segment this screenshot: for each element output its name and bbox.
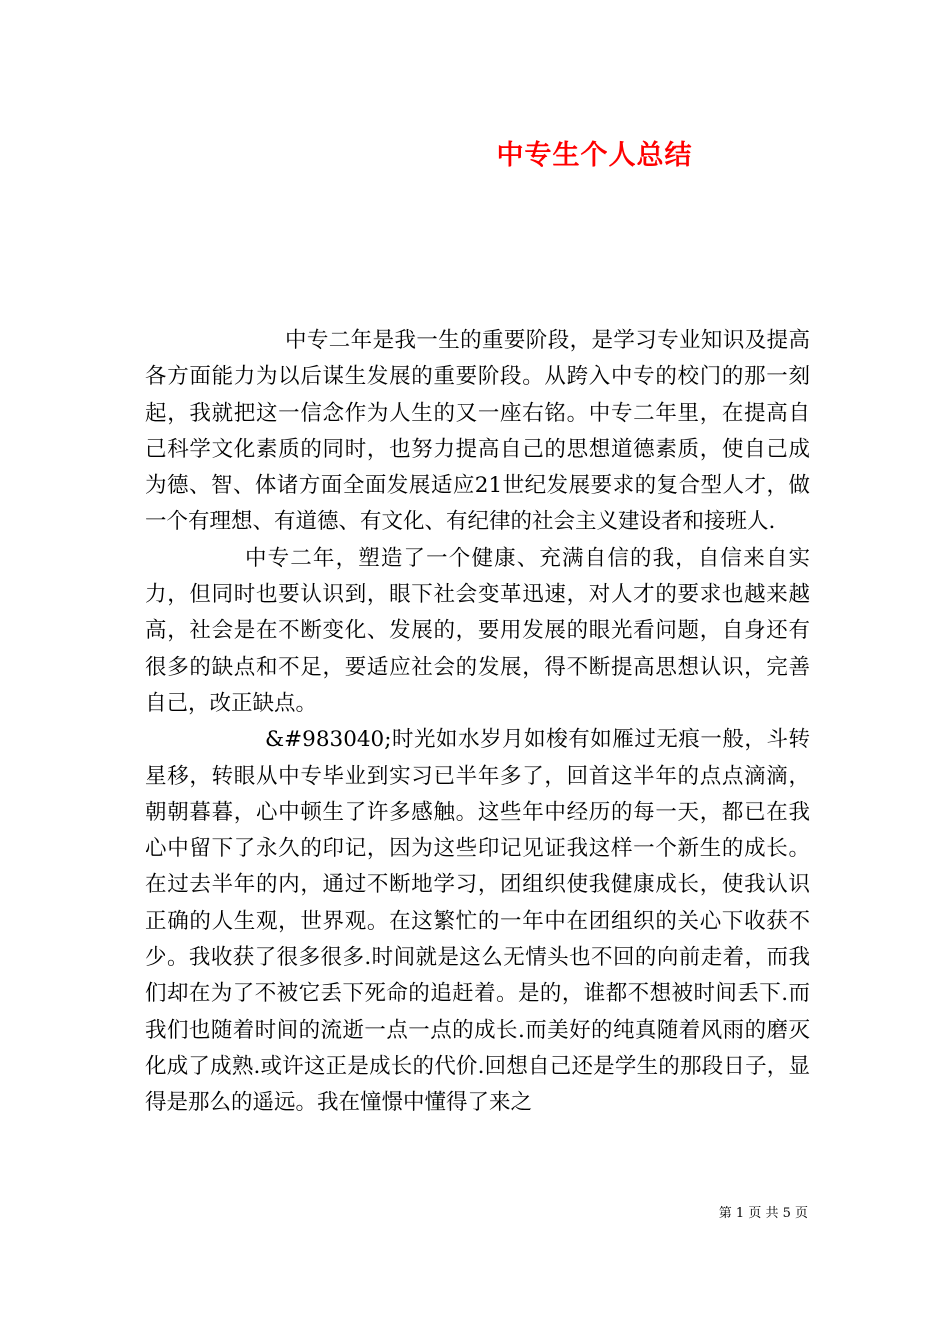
paragraph-3: &#983040;时光如水岁月如梭有如雁过无痕一般，斗转星移，转眼从中专毕业到实习已半年多了，回首这半年的点点滴滴，朝朝暮暮，心中顿生了许多感触。这些年中经历的每一天，都已在我心中留下了永久的印记，因为这些印记见证我这样一个新生的成长。在过去半年的内，通过不断地学习，团组织使我健康成长，使我认识正确的人生观，世界观。在这繁忙的一年中在团组织的关心下收获不少。我收获了很多很多.时间就是这么无情头也不回的向前走着，而我们却在为了不被它丢下死命的追赶着。是的，谁都不想被时间丢下.而我们也随着时间的流逝一点一点的成长.而美好的纯真随着风雨的磨灭化成了成熟.或许这正是成长的代价.回想自己还是学生的那段日子，显得是那么的遥远。我在憧憬中懂得了来之 (145, 727, 810, 1116)
paragraph-1: 中专二年是我一生的重要阶段，是学习专业知识及提高各方面能力为以后谋生发展的重要阶段。从跨入中专的校门的那一刻起，我就把这一信念作为人生的又一座右铭。中专二年里，在提高自己科学文化素质的同时，也努力提高自己的思想道德素质，使自己成为德、智、体诸方面全面发展适应21世纪发展要求的复合型人才，做一个有理想、有道德、有文化、有纪律的社会主义建设者和接班人. (145, 328, 810, 535)
document-title: 中专生个人总结 (496, 140, 693, 171)
document-body (145, 323, 810, 1122)
paragraph-2: 中专二年，塑造了一个健康、充满自信的我，自信来自实力，但同时也要认识到，眼下社会变革迅速，对人才的要求也越来越高，社会是在不断变化、发展的，要用发展的眼光看问题，自身还有很多的缺点和不足，要适应社会的发展，得不断提高思想认识，完善自己，改正缺点。 (145, 545, 810, 716)
page-footer: 第 1 页 共 5 页 (718, 1206, 808, 1221)
